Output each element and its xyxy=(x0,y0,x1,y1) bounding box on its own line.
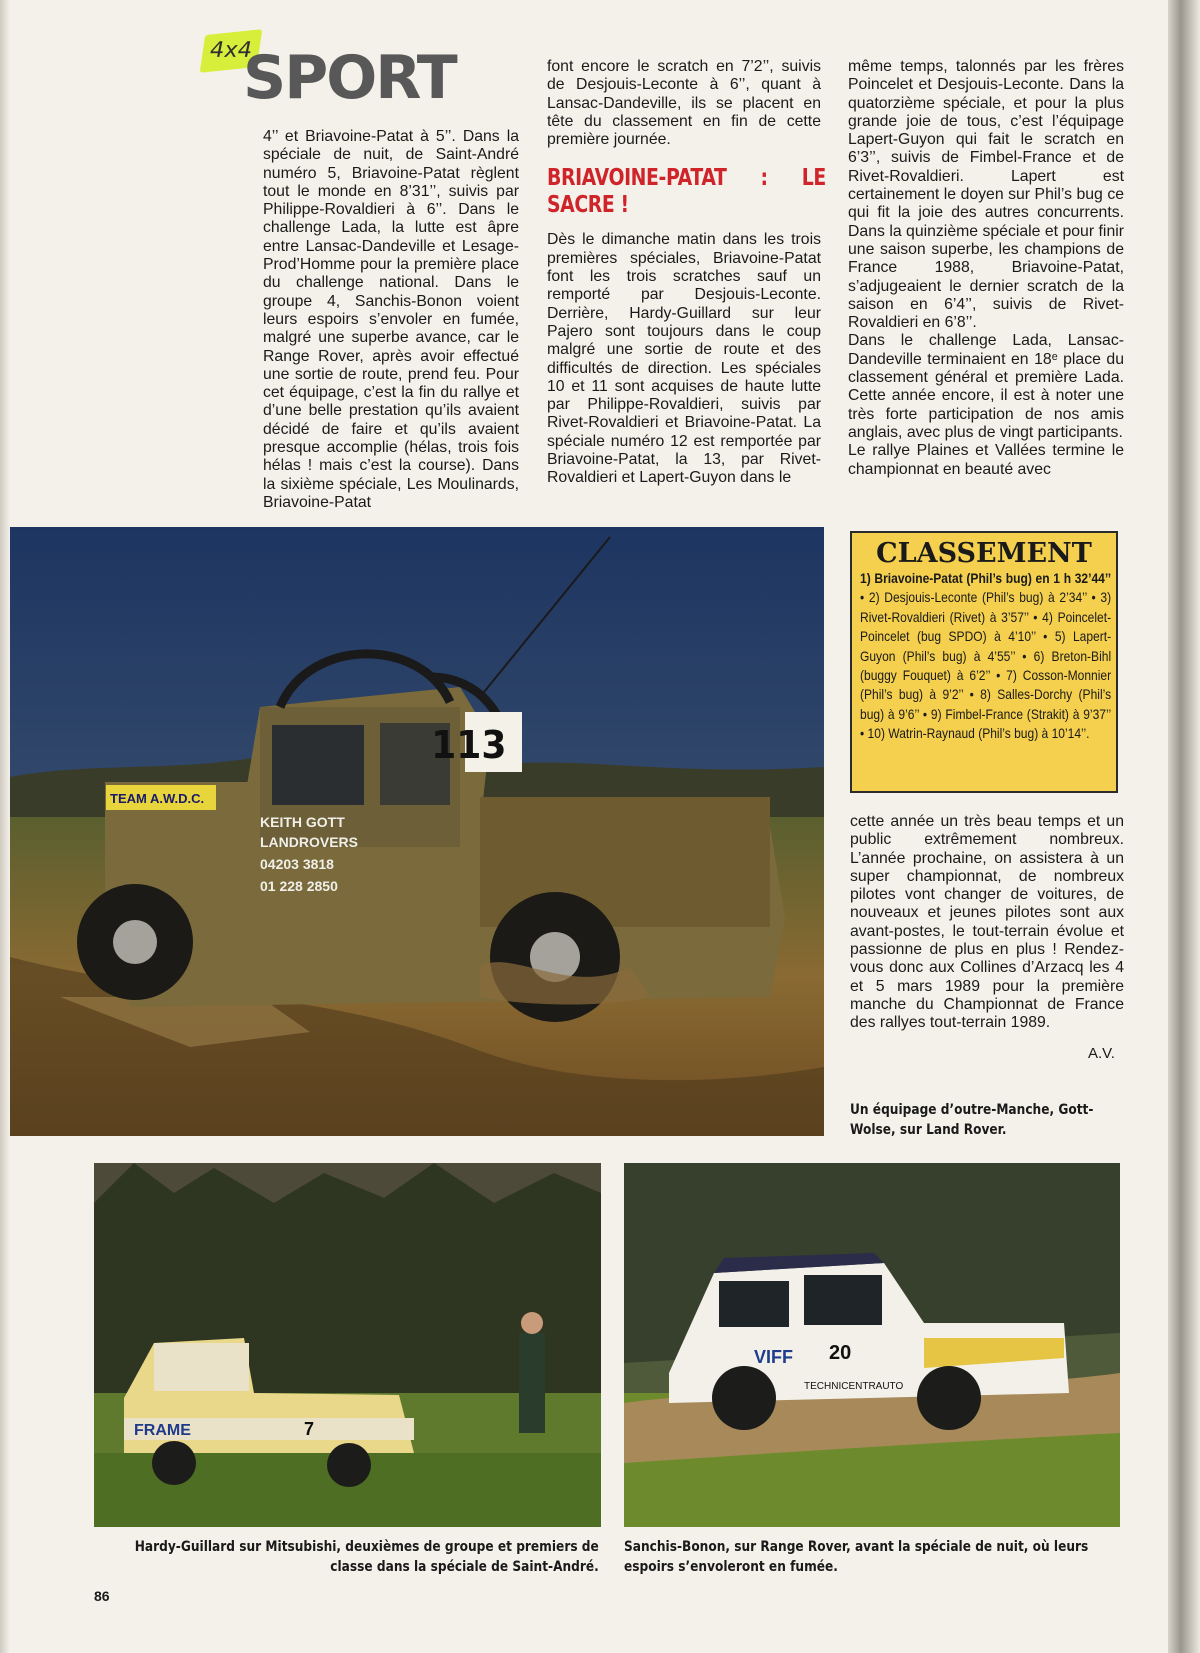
caption-range-rover: Sanchis-Bonon, sur Range Rover, avant la spéciale de nuit, où leurs espoirs s’envoleront en fumée. xyxy=(624,1539,1089,1575)
author-signature: A.V. xyxy=(1088,1045,1115,1062)
caption-mitsubishi: Hardy-Guillard sur Mitsubishi, deuxièmes de groupe et premiers de classe dans la spéciale de Saint-André. xyxy=(134,1539,599,1575)
article-column-3 xyxy=(848,58,1124,479)
article-paragraph: Le rallye Plaines et Vallées termine le championnat en beauté avec xyxy=(848,442,1124,478)
rangerover-sponsor: VIFF xyxy=(754,1347,793,1367)
range-rover-illustration xyxy=(624,1163,1120,1527)
results-winner: 1) Briavoine-Patat (Phil’s bug) en 1 h 32’44’’ xyxy=(860,570,1112,586)
caption-land-rover: Un équipage d’outre-Manche, Gott-Wolse, sur Land Rover. xyxy=(850,1102,1094,1138)
race-number: 113 xyxy=(431,723,507,768)
mitsubishi-sponsor: FRAME xyxy=(134,1422,191,1439)
page-edge-shadow xyxy=(1168,0,1200,1653)
rangerover-side-text: TECHNICENTRAUTO xyxy=(804,1381,904,1392)
door-line-4: 01 228 2850 xyxy=(260,878,338,894)
mitsubishi-illustration xyxy=(94,1163,601,1527)
results-others: • 2) Desjouis-Leconte (Phil’s bug) à 2’34’’ • 3) Rivet-Rovaldieri (Rivet) à 3’57’’ • 4) Poincelet-Poincelet (bug SPDO) à 4’10’’ • 5) Lapert-Guyon (Phil’s bug) à 4’55’’ • 6) Breton-Bihl (buggy Fouquet) à 6’2’’ • 7) Cosson-Monnier (Phil’s bug) à 9’2’’ • 8) Salles-Dorchy (Phil’s bug) à 9’6’’ • 9) Fimbel-France (Strakit) à 9’37’’ • 10) Watrin-Raynaud (Phil’s bug) à 10’14’’. xyxy=(860,589,1112,742)
article-paragraph: font encore le scratch en 7’2’’, suivis de Desjouis-Leconte à 6’’, quant à Lansac-Dandeville, ils se placent en tête du classement en fin de cette première journée. xyxy=(547,58,821,149)
mitsubishi-number: 7 xyxy=(304,1419,315,1439)
results-box xyxy=(850,531,1118,793)
article-paragraph: cette année un très beau temps et un public extrêmement nombreux. L’année prochaine, on assistera à un super championnat, de nombreux pilotes vont changer de voitures, de nouveaux et jeunes pilotes sont aux avant-postes, le tout-terrain évolue et passionne de plus en plus ! Rendez-vous donc aux Collines d’Arzacq les 4 et 5 mars 1989 pour la première manche du Championnat de France des rallyes tout-terrain 1989. xyxy=(850,813,1124,1032)
article-paragraph: Dès le dimanche matin dans les trois premières spéciales, Briavoine-Patat font les trois scratches sauf un remporté par Desjouis-Leconte. Derrière, Hardy-Guillard sur leur Pajero sont toujours dans le coup malgré une sortie de route et des difficultés de direction. Les spéciales 10 et 11 sont acquises de haute lutte par Philippe-Rovaldieri, suivis par Rivet-Rovaldieri et Briavoine-Patat. La spéciale numéro 12 est remportée par Briavoine-Patat, la 13, par Rivet-Rovaldieri et Lapert-Guyon dans le xyxy=(547,231,821,487)
page-number: 86 xyxy=(94,1588,110,1604)
article-subhead: BRIAVOINE-PATAT : LE SACRE ! xyxy=(547,165,826,219)
photo-range-rover xyxy=(624,1163,1120,1527)
team-plate: TEAM A.W.D.C. xyxy=(110,791,205,806)
article-paragraph: même temps, talonnés par les frères Poincelet et Desjouis-Leconte. Dans la quatorzième spéciale, et pour la plus grande joie de tous, c’est l’équipage Lapert-Guyon qui fait le scratch en 6’3’’, suivis de Fimbel-France et de Rivet-Rovaldieri. Lapert est certainement le doyen sur Phil’s bug ce qui fit la joie des autres concurrents. Dans la quinzième spéciale et pour finir une saison superbe, les champions de France 1988, Briavoine-Patat, s’adjugeaient le dernier scratch de la saison en 6’4’’, suivis de Rivet-Rovaldieri en 6’8’’. xyxy=(848,58,1124,332)
article-column-4 xyxy=(850,813,1124,1033)
article-column-2 xyxy=(547,58,826,488)
rangerover-number: 20 xyxy=(829,1342,852,1364)
door-line-1: KEITH GOTT xyxy=(260,814,345,830)
photo-land-rover xyxy=(10,527,824,1136)
article-paragraph: Dans le challenge Lada, Lansac-Dandeville terminaient en 18ᵉ place du classement général et première Lada. Cette année encore, il est à noter une très forte participation de nos amis anglais, avec plus de vingt participants. xyxy=(848,332,1124,441)
results-list xyxy=(860,569,1111,744)
door-line-2: LANDROVERS xyxy=(260,834,359,850)
results-title: CLASSEMENT xyxy=(876,538,1092,569)
photo-mitsubishi xyxy=(94,1163,601,1527)
article-paragraph: 4’’ et Briavoine-Patat à 5’’. Dans la spéciale de nuit, de Saint-André numéro 5, Briavoine-Patat règlent tout le monde en 8’31’’, suivis par Philippe-Rovaldieri à 6’’. Dans le challenge Lada, la lutte est âpre entre Lansac-Dandeville et Lesage-Prod’Homme pour la première place du challenge national. Dans le groupe 4, Sanchis-Bonon voient leurs espoirs s’envoler en fumée, malgré une superbe avance, car le Range Rover, après avoir effectué une sortie de route, prend feu. Pour cet équipage, c’est la fin du rallye et d’une belle prestation qu’ils avaient décidé de faire et qu’ils avaient presque accomplie (hélas, trois fois hélas ! mais c’est la course). Dans la sixième spéciale, Les Moulinards, Briavoine-Patat xyxy=(263,128,519,511)
page-gutter-shadow xyxy=(0,0,10,1653)
badge-4x4-text: 4x4 xyxy=(209,38,253,63)
door-line-3: 04203 3818 xyxy=(260,856,334,872)
article-column-1 xyxy=(263,128,519,512)
section-title: SPORT xyxy=(243,43,456,113)
land-rover-illustration xyxy=(10,527,824,1136)
